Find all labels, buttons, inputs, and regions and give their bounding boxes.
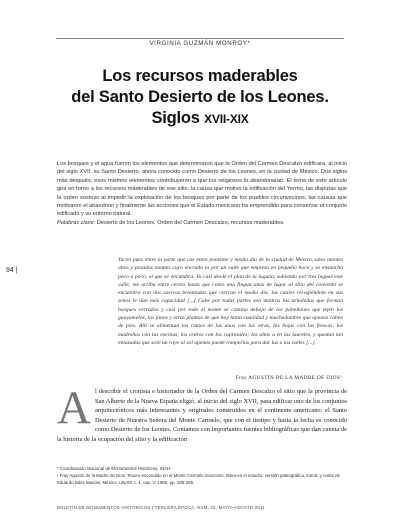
title-line-1: Los recursos maderables xyxy=(102,67,298,85)
title-siglos: Siglos xyxy=(151,109,200,127)
abstract xyxy=(57,160,347,227)
epigraph-text: Yacen pues entre la parte que cae entre poniente y medio día de la ciudad de México, unos montes altos y pesados montes cuyo encrado es por un valle que empieza en pequeño boca y se ensancha poco a poco, el que se encumbra. Yo casi desde el plan de la laguna, subiendo por tres leguas este valle, me arriba entre cerros hasta que como una fingua unos de lugar al sitio del convento se encuentra con dos aserras levantadas que cierran el medio día, las cuales recogiéndole en sus senos le dan más capacidad [...] Cabe por todas partes son dentras las arboledas que forman bosques cerrados y casi por todo el monte se camina debajo de los pabellones que tejen los guayamelos, los pinos y otras plantas de que hay tanta cuanidad y muchedumbre que apenas caben de pies. Allí se alimentan los ramos de las unas con las otras, las hojas con las frescas, los madroños con las encinas, los cedros con los cupresales; los altos a en las laureles, y quedan tan enlazadas que solo un rayo al sol apenas puede romperlas para dar luz a los valles [...]. xyxy=(118,257,343,346)
keywords-text: Desierto de los Leones, Orden del Carmen Descalzo, recursos maderables. xyxy=(96,219,285,226)
footnote: ¹ Fray Agustín de la Madre de Dios, Tesoro escondido en el Monte Carmelo mexicano. Mirra en el estudio, versión paleográfica, introd. y notas de Eduardo Báez Macías, México, UNAM, t. 4, cap. V, 1986, pp. 285-286. xyxy=(57,473,341,485)
footnotes xyxy=(57,465,347,486)
title-line-3 xyxy=(40,108,360,130)
author-name: VIRGINIA GUZMÁN MONROY* xyxy=(149,40,251,47)
journal-footer: BOLETÍN DE MONUMENTOS HISTÓRICOS | TERCERA ÉPOCA, NÚM. 22, MAYO-AGOSTO 2011 xyxy=(57,505,265,510)
keywords-line xyxy=(57,219,347,227)
abstract-text: Los bosques y el agua fueron los elementos que determinaron que la Orden del Carmen Descalzo edificara, al inicio del siglo XVII, su Santo Desierto, ahora conocido como Desierto de los Leones, en la ciudad de México. Dos siglos más después, esos mismos elementos contribuyeron a que los religiosos lo abandonaran. El tema de este artículo gira en torno a los recursos maderables de ese sitio, la causa que motivó la edificación del Yermo, las disputas que la orden sostuvo al impedir la explotación de los bosques por parte de los pueblos circunvecinos, las causas que motivaron el abandono y finalmente las acciones que el Estado mexicano ha emprendido para conservar el conjunto edificado y su entorno natural. xyxy=(57,161,347,218)
title-centuries: XVII-XIX xyxy=(204,112,249,126)
epigraph xyxy=(118,256,343,347)
title-line-2: del Santo Desierto de los Leones. xyxy=(71,88,329,106)
keywords-label: Palabras clave: xyxy=(57,219,96,226)
drop-cap: A xyxy=(57,382,91,434)
epigraph-attribution: Fray AGUSTÍN DE LA MADRE DE DIOS¹ xyxy=(235,375,342,381)
body-paragraph: l describir el cronista e historiador de la Orden del Carmen Descalzo el sitio que la provincia de San Alberto de la Nueva España eligió, al inicio del siglo XVII, para edificar uno de los conjuntos arquitectónicos más interesantes y originales construidos en el continente americano: el Santo Desierto de Nuestra Señora del Monte Carmelo, que con el tiempo y hasta la fecha es conocido como Desierto de los Leones. Contamos con importantes fuentes bibliográficas que dan cuenta de la historia de la ocupación del sitio y la edificación xyxy=(57,388,347,443)
body-text xyxy=(57,382,347,444)
page-number: 94 | xyxy=(6,267,18,274)
header-rule xyxy=(56,38,344,39)
article-title xyxy=(40,66,360,130)
footnote: * Coordinación Nacional de Monumentos Históricos, INAH. xyxy=(57,466,172,471)
